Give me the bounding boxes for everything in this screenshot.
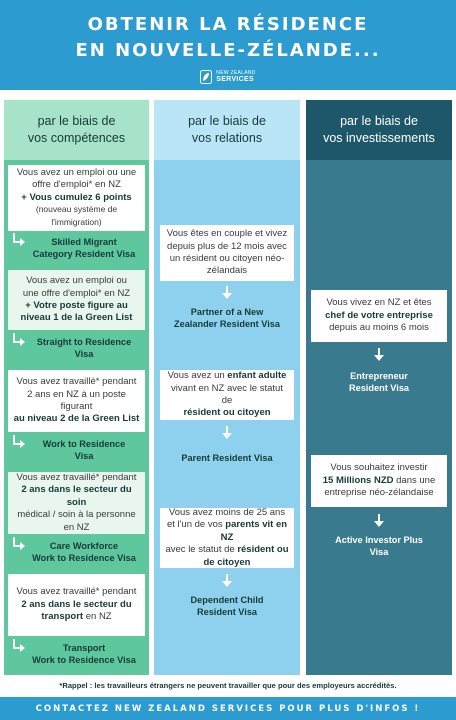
condition-box: Vous souhaitez investir 15 Millions NZD dans une entreprise néo-zélandaise [311, 455, 447, 507]
condition-box: Vous avez un emploi ou une offre d'emploi* en NZ + Vous cumulez 6 points (nouveau système de l'immigration) [8, 165, 145, 231]
column-skills [4, 100, 149, 675]
page-title-line2: EN NOUVELLE-ZÉLANDE... [75, 40, 381, 61]
arrow-down-icon [220, 426, 234, 440]
condition-box: Vous avez travaillé* pendant 2 ans dans le secteur du transport en NZ [8, 574, 145, 636]
column-heading-skills: par le biais de vos compétences [4, 100, 149, 160]
arrow-down-icon [372, 348, 386, 362]
contact-cta-banner[interactable]: CONTACTEZ NEW ZEALAND SERVICES POUR PLUS D'INFOS ! [0, 697, 456, 720]
logo-text-bottom: SERVICES [216, 76, 254, 83]
column-investments [306, 100, 452, 675]
visa-result: Active Investor Plus Visa [335, 535, 423, 558]
visa-result: Entrepreneur Resident Visa [348, 371, 410, 394]
column-relations [154, 100, 300, 675]
visa-result: Straight to Residence Visa [36, 337, 132, 360]
logo-text-top: NEW ZEALAND [216, 70, 256, 76]
visa-result: Dependent Child Resident Visa [190, 595, 264, 618]
condition-box: Vous vivez en NZ et êtes chef de votre entreprise depuis au moins 6 mois [311, 290, 447, 342]
header-banner [0, 0, 456, 90]
visa-result: Care Workforce Work to Residence Visa [32, 541, 136, 564]
arrow-down-icon [372, 514, 386, 528]
arrow-down-icon [220, 574, 234, 588]
visa-result: Skilled Migrant Category Resident Visa [32, 237, 136, 260]
condition-box: Vous avez travaillé* pendant 2 ans dans le secteur du soin médical / soin à la personne en NZ [8, 472, 145, 534]
condition-box: Vous avez un emploi ou une offre d'emploi* en NZ + Votre poste figure au niveau 1 de la Green List [8, 270, 145, 330]
arrow-down-icon [220, 286, 234, 300]
page-title-line1: OBTENIR LA RÉSIDENCE [87, 14, 369, 35]
visa-result: Partner of a New Zealander Resident Visa [173, 307, 281, 330]
condition-box: Vous êtes en couple et vivez depuis plus de 12 mois avec un résident ou citoyen néo-zélandais [160, 225, 294, 281]
visa-result: Work to Residence Visa [42, 439, 126, 462]
column-heading-investments: par le biais de vos investissements [306, 100, 452, 160]
footnote: *Rappel : les travailleurs étrangers ne peuvent travailler que pour des employeurs accrédités. [59, 681, 397, 690]
condition-box: Vous avez un enfant adulte vivant en NZ avec le statut de résident ou citoyen [160, 370, 294, 420]
condition-box: Vous avez moins de 25 ans et l'un de vos parents vit en NZ avec le statut de résident ou de citoyen [160, 508, 294, 568]
company-logo [0, 70, 456, 84]
visa-result: Transport Work to Residence Visa [32, 643, 136, 666]
logo-leaf-icon [200, 70, 212, 84]
condition-box: Vous avez travaillé* pendant 2 ans en NZ à un poste figurant au niveau 2 de la Green List [8, 370, 145, 432]
column-heading-relations: par le biais de vos relations [154, 100, 300, 160]
visa-result: Parent Resident Visa [181, 453, 273, 463]
